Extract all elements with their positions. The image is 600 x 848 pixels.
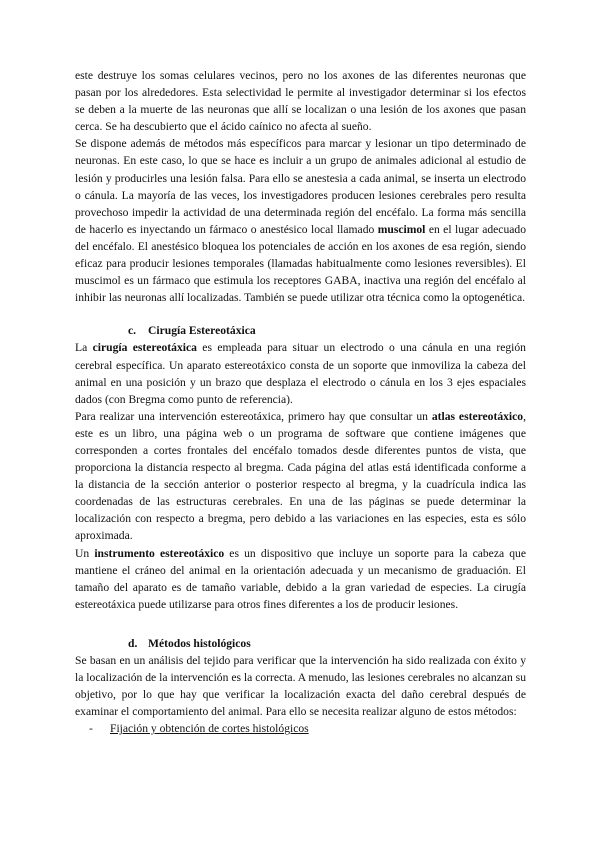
list-item <box>75 720 526 737</box>
section-heading-c-title: Cirugía Estereotáxica <box>148 324 256 338</box>
stereotaxic-instrument-term: instrumento estereotáxico <box>94 546 225 560</box>
histology-methods-list <box>75 720 526 737</box>
paragraph-stereotaxic-atlas <box>75 408 526 545</box>
paragraph-specific-methods-text-a: Se dispone además de métodos más específicos para marcar y lesionar un tipo determinado de neuronas. En este caso, lo que se hace es incluir a un grupo de animales adicional al estudio de lesión y producirles una lesión falsa. Para ello se anestesia a cada animal, se inserta un electrodo o cánula. La mayoría de las veces, los investigadores producen lesiones cerebrales pero resulta provechoso impedir la actividad de una determinada región del encéfalo. La forma más sencilla de hacerlo es inyectando un fármaco o anestésico local llamado <box>75 137 526 236</box>
paragraph-stereotaxic-surgery <box>75 339 526 407</box>
section-heading-c-number: c. <box>128 324 137 338</box>
paragraph-kainic-acid: este destruye los somas celulares vecinos, pero no los axones de las diferentes neuronas que pasan por los alrededores. Esta selectividad le permite al investigador determinar si los efectos se deben a la muerte de las neuronas que allí se localizan o una lesión de los axones que pasan cerca. Se ha descubierto que el ácido caínico no afecta al sueño. <box>75 69 526 134</box>
document-page <box>75 67 526 737</box>
paragraph-stereotaxic-atlas-text-b: , este es un libro, una página web o un programa de software que contiene imágenes que corresponden a cortes frontales del encéfalo tomados desde diferentes puntos de vista, que proporciona la distancia respecto al bregma. Cada página del atlas está identificada conforme a la distancia de la sección anterior o posterior respecto al bregma, y la cuadrícula indica las coordenadas de las estructuras cerebrales. En una de las páginas se puede determinar la localización con respecto a bregma, pero debido a las variaciones en las especies, esta es sólo aproximada. <box>75 409 526 543</box>
paragraph-stereotaxic-atlas-text-a: Para realizar una intervención estereotáxica, primero hay que consultar un <box>75 409 432 423</box>
paragraph-stereotaxic-surgery-text-a: La <box>75 341 93 355</box>
paragraph-stereotaxic-surgery-text-b: es empleada para situar un electrodo o una cánula en una región cerebral específica. Un aparato estereotáxico consta de un soporte que inmoviliza la cabeza del animal en una posición y un brazo que desplaza el electrodo o cánula en los 3 ejes espaciales dados (con Bregma como punto de referencia). <box>75 341 526 406</box>
paragraph-histological-methods: Se basan en un análisis del tejido para verificar que la intervención ha sido realizada con éxito y la localización de la intervención es la correcta. A menudo, las lesiones cerebrales no alcanzan su objetivo, por lo que hay que verificar la localización exacta del daño cerebral después de examinar el comportamiento del animal. Para ello se necesita realizar alguno de estos métodos: <box>75 654 526 719</box>
paragraph-specific-methods <box>75 135 526 306</box>
section-heading-stereotaxic-surgery <box>75 322 526 339</box>
paragraph-stereotaxic-instrument-text-b: es un dispositivo que incluye un soporte para la cabeza que mantiene el cráneo del animal en la orientación adecuada y un mecanismo de graduación. El tamaño del aparato es de tamaño variable, debido a la gran variedad de especies. La cirugía estereotáxica puede utilizarse para otros fines diferentes a los de producir lesiones. <box>75 546 526 611</box>
section-heading-d-title: Métodos histológicos <box>148 636 251 650</box>
paragraph-stereotaxic-instrument-text-a: Un <box>75 546 95 560</box>
section-heading-d-number: d. <box>128 636 138 650</box>
section-heading-histological-methods <box>75 635 526 652</box>
muscimol-term: muscimol <box>377 222 426 236</box>
list-bullet-dash: - <box>89 722 93 736</box>
paragraph-stereotaxic-instrument <box>75 545 526 613</box>
stereotaxic-atlas-term: atlas estereotáxico <box>431 409 524 423</box>
paragraph-specific-methods-text-b: en el lugar adecuado del encéfalo. El anestésico bloquea los potenciales de acción en los axones de esa región, siendo eficaz para producir lesiones temporales (llamadas habitualmente como lesiones reversibles). El muscimol es un fármaco que estimula los receptores GABA, inactiva una región del encéfalo al inhibir las neuronas allí localizadas. También se puede utilizar otra técnica como la optogenética. <box>75 222 526 305</box>
stereotaxic-surgery-term: cirugía estereotáxica <box>92 341 197 355</box>
list-item-text: Fijación y obtención de cortes histológicos <box>110 722 309 736</box>
